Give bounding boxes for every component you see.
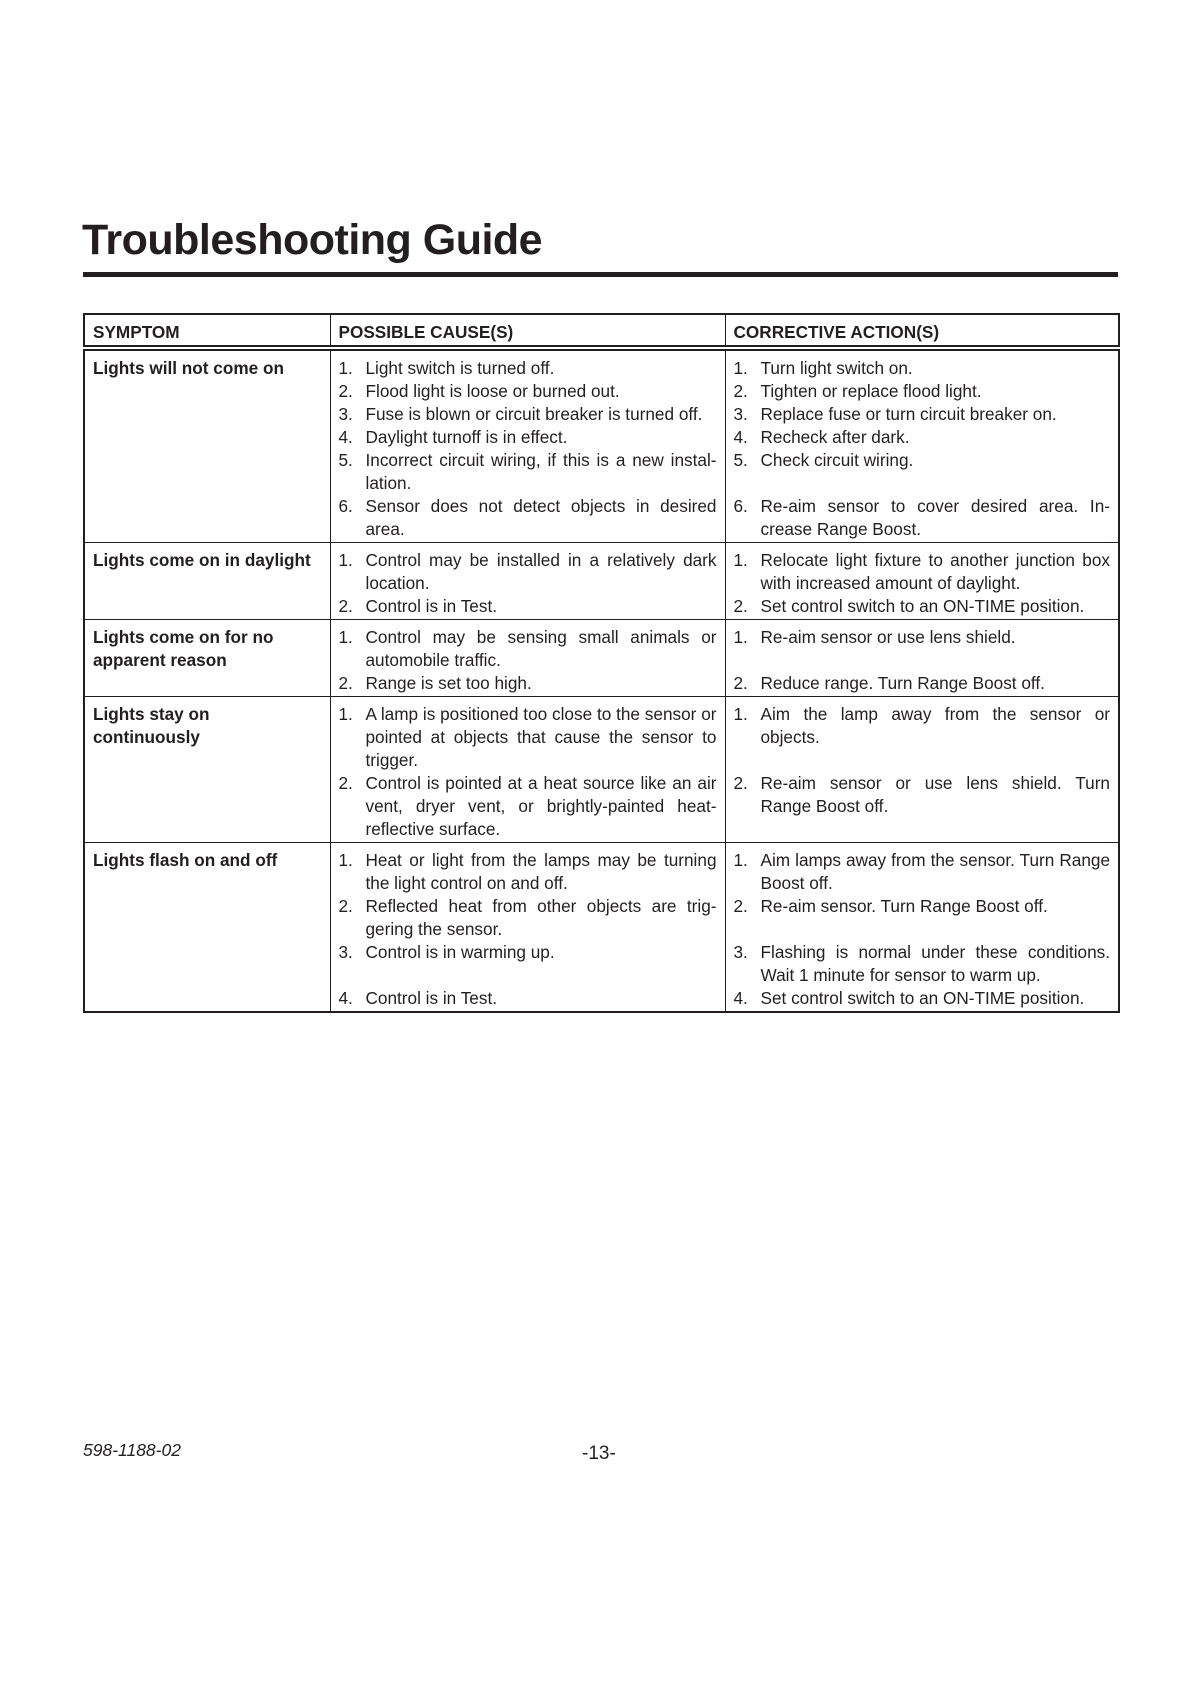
header-corrective-actions: CORRECTIVE ACTION(S) [725,314,1119,348]
item-text: Aim lamps away from the sensor. Turn Range Boost off. [760,850,1110,893]
item-text: Replace fuse or turn circuit breaker on. [760,404,1057,424]
list-item [339,380,717,403]
list-item [339,595,717,618]
list-item [339,449,717,495]
corrective-actions-cell [725,543,1119,620]
list-item [734,895,1111,918]
table-header-row [84,314,1119,348]
item-number: 5. [733,450,748,470]
list-item [339,672,717,695]
list-item [339,849,717,895]
table-row [84,697,1119,843]
item-text: Sensor does not detect objects in desired area. [365,496,717,539]
item-text: A lamp is positioned too close to the sensor or pointed at objects that cause the sensor to trigger. [365,704,717,770]
item-text: Control may be sensing small animals or automobile traffic. [365,627,717,670]
list-item [734,772,1111,818]
item-number: 1. [338,358,353,378]
item-number: 3. [338,404,353,424]
document-number: 598-1188-02 [83,1440,181,1460]
item-number: 1. [733,850,748,870]
header-symptom: SYMPTOM [84,314,330,348]
item-number: 1. [338,704,353,724]
item-number: 4. [733,988,748,1008]
item-number: 3. [338,942,353,962]
item-text: Aim the lamp away from the sensor or objects. [760,704,1110,747]
page-title: Troubleshooting Guide [82,216,543,264]
item-number: 1. [733,358,748,378]
item-text: Daylight turnoff is in effect. [365,427,568,447]
item-text: Flood light is loose or burned out. [365,381,620,401]
possible-causes-cell [330,843,725,1013]
item-number: 2. [338,896,353,916]
list-item [339,549,717,595]
item-number: 2. [338,673,353,693]
causes-list [339,549,717,618]
troubleshooting-table [83,313,1120,1013]
actions-list [734,703,1111,818]
actions-list [734,549,1111,618]
table-body [84,348,1119,1012]
causes-list [339,357,717,541]
item-number: 1. [338,627,353,647]
item-text: Re-aim sensor. Turn Range Boost off. [760,896,1048,916]
item-text: Control is in warming up. [365,942,555,962]
list-item [339,403,717,426]
item-number: 4. [733,427,748,447]
symptom-cell: Lights stay on continuously [84,697,330,843]
item-text: Re-aim sensor to cover desired area. In-crease Range Boost. [760,496,1110,539]
list-item [339,895,717,941]
list-item [339,626,717,672]
causes-list [339,849,717,1010]
list-item [339,987,717,1010]
item-text: Control is pointed at a heat source like an air vent, dryer vent, or brightly-painted heat-reflective surface. [365,773,717,839]
item-number: 1. [733,704,748,724]
item-text: Control is in Test. [365,988,498,1008]
list-item [339,495,717,541]
list-item [734,941,1111,987]
actions-list [734,626,1111,695]
item-number: 2. [733,773,748,793]
item-number: 2. [733,596,748,616]
corrective-actions-cell [725,620,1119,697]
item-number: 2. [338,596,353,616]
item-number: 3. [733,404,748,424]
item-text: Set control switch to an ON-TIME position. [760,596,1085,616]
item-text: Reflected heat from other objects are trig-gering the sensor. [365,896,717,939]
item-number: 1. [338,550,353,570]
table-row [84,348,1119,543]
causes-list [339,626,717,695]
item-number: 6. [338,496,353,516]
list-item [734,426,1111,449]
list-item [734,626,1111,649]
list-item [734,703,1111,749]
symptom-cell: Lights will not come on [93,358,284,378]
corrective-actions-cell [725,843,1119,1013]
item-text: Relocate light fixture to another junction box with increased amount of daylight. [760,550,1110,593]
item-number: 1. [733,550,748,570]
item-number: 1. [733,627,748,647]
item-number: 2. [338,773,353,793]
causes-list [339,703,717,841]
symptom-cell: Lights flash on and off [84,843,330,1013]
possible-causes-cell [330,348,725,543]
actions-list [734,849,1111,1010]
header-possible-causes: POSSIBLE CAUSE(S) [330,314,725,348]
item-number: 3. [733,942,748,962]
item-text: Fuse is blown or circuit breaker is turned off. [365,404,703,424]
item-text: Control is in Test. [365,596,498,616]
list-item [734,380,1111,403]
item-text: Tighten or replace flood light. [760,381,982,401]
table-row [84,620,1119,697]
item-number: 2. [733,896,748,916]
item-text: Recheck after dark. [760,427,910,447]
list-item [734,987,1111,1010]
page-number: -13- [582,1443,616,1464]
item-number: 4. [338,427,353,447]
item-text: Re-aim sensor or use lens shield. [760,627,1016,647]
list-item [734,357,1111,380]
list-item [339,941,717,964]
symptom-cell: Lights come on in daylight [84,543,330,620]
corrective-actions-cell [725,697,1119,843]
possible-causes-cell [330,620,725,697]
list-item [339,426,717,449]
item-number: 6. [733,496,748,516]
item-number: 2. [733,381,748,401]
list-item [339,357,717,380]
list-item [339,703,717,772]
list-item [734,549,1111,595]
table-row [84,843,1119,1013]
list-item [734,672,1111,695]
list-item [734,403,1111,426]
title-divider [83,272,1118,277]
actions-list [734,357,1111,541]
item-number: 2. [338,381,353,401]
possible-causes-cell [330,697,725,843]
item-text: Turn light switch on. [760,358,913,378]
possible-causes-cell [330,543,725,620]
list-item [339,772,717,841]
item-text: Check circuit wiring. [760,450,914,470]
item-number: 2. [733,673,748,693]
item-number: 1. [338,850,353,870]
list-item [734,595,1111,618]
item-text: Light switch is turned off. [365,358,555,378]
symptom-cell: Lights come on for no apparent reason [84,620,330,697]
list-item [734,849,1111,895]
item-text: Flashing is normal under these conditions. Wait 1 minute for sensor to warm up. [760,942,1110,985]
list-item [734,449,1111,472]
item-text: Re-aim sensor or use lens shield. Turn Range Boost off. [760,773,1110,816]
corrective-actions-cell [725,348,1119,543]
table-row [84,543,1119,620]
item-text: Heat or light from the lamps may be turning the light control on and off. [365,850,717,893]
item-text: Reduce range. Turn Range Boost off. [760,673,1045,693]
list-item [734,495,1111,541]
item-text: Set control switch to an ON-TIME position. [760,988,1085,1008]
item-text: Range is set too high. [365,673,532,693]
item-text: Control may be installed in a relatively dark location. [365,550,717,593]
item-text: Incorrect circuit wiring, if this is a new instal-lation. [365,450,717,493]
item-number: 5. [338,450,353,470]
item-number: 4. [338,988,353,1008]
